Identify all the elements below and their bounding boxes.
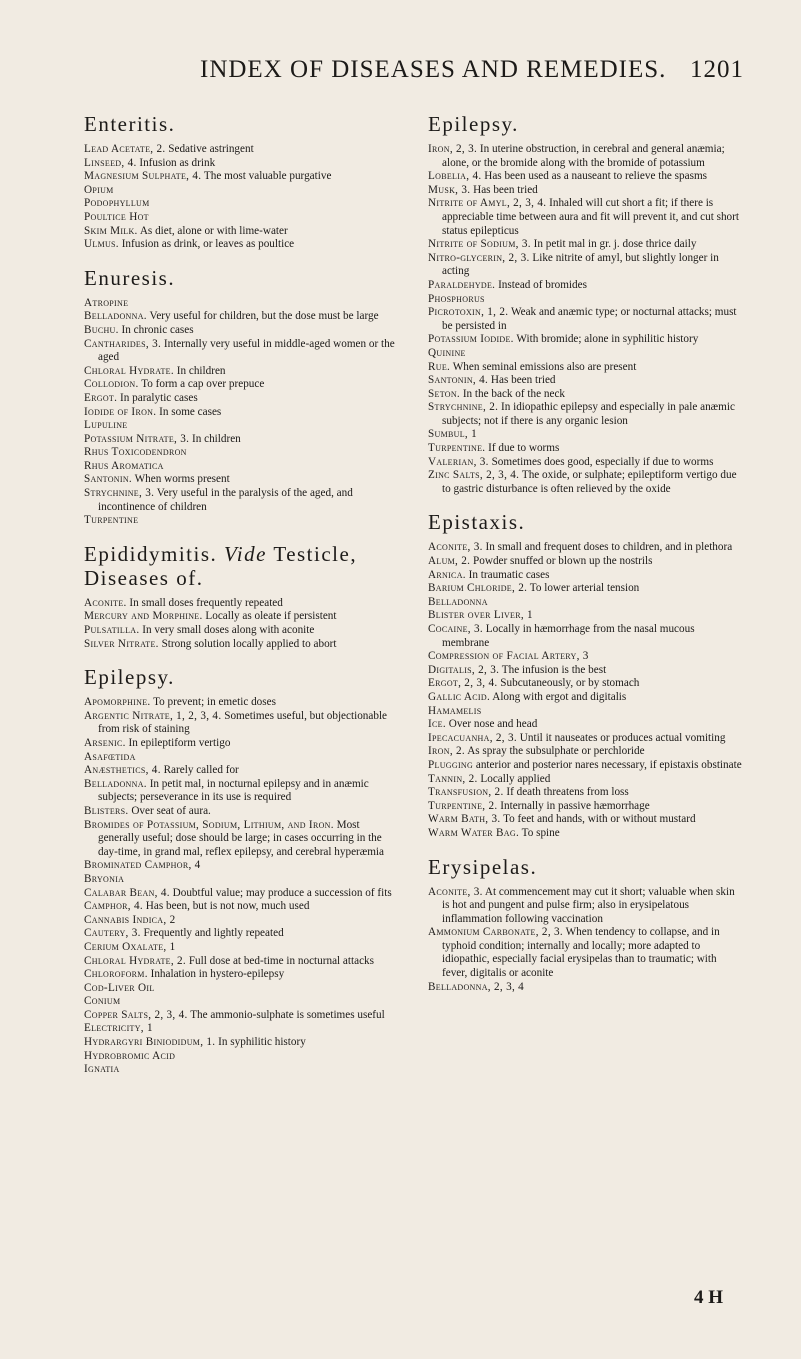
remedy-name: Chloral Hydrate, 2.	[84, 954, 187, 967]
remedy-note: The oxide, or sulphate; epileptiform vertigo due to gastric disturbance is often relieved by the oxide	[442, 469, 737, 495]
remedy-note: At commencement may cut it short; valuable when skin is hot and pungent and pulse firm; also in erysipelatous inflammation following vaccination	[442, 885, 735, 925]
index-entry	[428, 623, 744, 650]
remedy-name: Hydrobromic Acid	[84, 1049, 176, 1062]
index-entry	[84, 696, 400, 710]
remedy-note: As diet, alone or with lime-water	[137, 224, 288, 237]
index-entry	[84, 365, 400, 379]
remedy-note: In uterine obstruction, in cerebral and general anæmia; alone, or the bromide along with the bromide of potassium	[442, 143, 725, 169]
remedy-note: Has been tried	[470, 183, 538, 196]
index-entry	[428, 886, 744, 927]
index-entry	[84, 764, 400, 778]
index-entry	[428, 374, 744, 388]
section-heading	[84, 542, 400, 590]
remedy-note: When seminal emissions also are present	[450, 360, 637, 373]
remedy-note: anterior and posterior nares necessary, if epistaxis obstinate	[473, 758, 742, 771]
index-entry	[84, 184, 400, 198]
remedy-name: Belladonna.	[84, 310, 147, 323]
remedy-name: Sumbul, 1	[428, 428, 477, 441]
index-entry	[84, 805, 400, 819]
remedy-note: To feet and hands, with or without mustard	[500, 813, 696, 826]
right-column	[428, 112, 744, 994]
index-entry	[84, 446, 400, 460]
remedy-name: Aconite, 3.	[428, 885, 483, 898]
index-entry	[428, 555, 744, 569]
heading-text: Epilepsy.	[84, 665, 175, 690]
remedy-note: Rarely called for	[160, 764, 239, 777]
remedy-name: Calabar Bean, 4.	[84, 886, 170, 899]
index-entry	[428, 293, 744, 307]
remedy-name: Blisters.	[84, 804, 129, 817]
remedy-name: Brominated Camphor, 4	[84, 859, 201, 872]
remedy-note: Over seat of aura.	[128, 804, 211, 817]
remedy-note: Frequently and lightly repeated	[140, 927, 284, 940]
remedy-name: Cantharides, 3.	[84, 337, 162, 350]
index-entry	[84, 1050, 400, 1064]
remedy-name: Ice.	[428, 718, 446, 731]
index-entry	[84, 819, 400, 860]
remedy-name: Santonin.	[84, 473, 133, 486]
remedy-name: Conium	[84, 995, 121, 1008]
remedy-note: Inhalation in hystero-epilepsy	[147, 968, 285, 981]
remedy-note: In small and frequent doses to children, and in plethora	[482, 541, 733, 554]
index-entry	[84, 1036, 400, 1050]
running-title: INDEX OF DISEASES AND REMEDIES.	[200, 56, 667, 83]
remedy-name: Asafœtida	[84, 750, 136, 763]
remedy-name: Cod-Liver Oil	[84, 981, 155, 994]
remedy-name: Ammonium Carbonate, 2, 3.	[428, 926, 564, 939]
remedy-name: Podophyllum	[84, 197, 150, 210]
index-entry	[84, 597, 400, 611]
remedy-name: Barium Chloride, 2.	[428, 582, 528, 595]
index-entry	[428, 786, 744, 800]
remedy-name: Digitalis, 2, 3.	[428, 663, 500, 676]
remedy-note: Doubtful value; may produce a succession of fits	[169, 886, 392, 899]
index-entry	[428, 732, 744, 746]
remedy-name: Strychnine, 2.	[428, 401, 499, 414]
heading-text: Epididymitis.	[84, 541, 218, 566]
remedy-note: Like nitrite of amyl, but slightly longer in acting	[442, 251, 719, 278]
remedy-name: Musk, 3.	[428, 183, 471, 196]
index-entry	[84, 310, 400, 324]
remedy-note: In petit mal, in nocturnal epilepsy and in anæmic subjects; perseverance in its use is required	[98, 777, 369, 804]
index-entry	[428, 691, 744, 705]
index-entry	[84, 1063, 400, 1077]
remedy-name: Aconite.	[84, 596, 127, 609]
remedy-name: Chloroform.	[84, 968, 148, 981]
remedy-name: Warm Water Bag.	[428, 826, 520, 839]
remedy-name: Mercury and Morphine.	[84, 610, 203, 623]
index-entry	[428, 596, 744, 610]
index-entry	[84, 751, 400, 765]
section-heading	[428, 855, 744, 879]
remedy-note: Full dose at bed-time in nocturnal attacks	[186, 954, 374, 967]
remedy-name: Iron, 2, 3.	[428, 143, 478, 155]
remedy-name: Hamamelis	[428, 704, 482, 717]
index-entry	[84, 914, 400, 928]
remedy-name: Santonin, 4.	[428, 374, 489, 387]
remedy-note: Has been used as a nauseant to relieve the spasms	[481, 170, 707, 183]
remedy-name: Arsenic.	[84, 737, 126, 749]
index-entry	[428, 827, 744, 841]
heading-text: Erysipelas.	[428, 854, 538, 879]
remedy-note: Has been, but is not now, much used	[142, 900, 310, 913]
remedy-note: Most generally useful; dose should be large; in cases occurring in the day-time, in grand mal, reflex epilepsy, and cerebral hyperæmia	[98, 818, 384, 858]
remedy-name: Blister over Liver, 1	[428, 609, 533, 622]
heading-vide: Vide	[224, 541, 267, 566]
index-entry	[84, 887, 400, 901]
remedy-note: Very useful in the paralysis of the aged, and incontinence of children	[98, 487, 353, 513]
remedy-note: In the back of the neck	[460, 387, 566, 400]
index-entry	[428, 456, 744, 470]
heading-text: Epilepsy.	[428, 112, 519, 136]
left-column	[84, 112, 400, 1077]
remedy-name: Atropine	[84, 296, 129, 309]
index-entry	[84, 778, 400, 805]
index-entry	[84, 624, 400, 638]
remedy-note: In children	[173, 364, 226, 377]
remedy-note: Strong solution locally applied to abort	[158, 637, 337, 650]
index-entry	[428, 333, 744, 347]
heading-crossref: Testicle, Diseases of.	[84, 541, 358, 590]
remedy-note: To prevent; in emetic doses	[150, 696, 276, 709]
index-entry	[84, 514, 400, 528]
index-entry	[84, 1022, 400, 1036]
index-entry	[84, 338, 400, 365]
remedy-name: Compression of Facial Artery, 3	[428, 650, 589, 663]
remedy-note: The infusion is the best	[499, 663, 607, 676]
index-entry	[428, 184, 744, 198]
remedy-note: To form a cap over prepuce	[138, 378, 265, 391]
remedy-name: Bromides of Potassium, Sodium, Lithium, and Iron.	[84, 818, 334, 831]
heading-text: Enteritis.	[84, 112, 176, 136]
index-entry	[84, 433, 400, 447]
remedy-name: Magnesium Sulphate, 4.	[84, 170, 202, 183]
index-entry	[84, 143, 400, 157]
index-entry	[428, 143, 744, 170]
index-entry	[84, 211, 400, 225]
index-entry	[428, 401, 744, 428]
remedy-name: Bryonia	[84, 872, 125, 885]
remedy-note: Internally in passive hæmorrhage	[497, 799, 650, 812]
remedy-note: In small doses frequently repeated	[126, 596, 283, 609]
heading-text: Enuresis.	[84, 265, 176, 290]
remedy-note: Sedative astringent	[165, 143, 254, 155]
index-entry	[84, 487, 400, 514]
remedy-name: Skim Milk.	[84, 224, 138, 237]
remedy-name: Poultice Hot	[84, 210, 149, 223]
remedy-note: As spray the subsulphate or perchloride	[465, 745, 645, 758]
remedy-name: Arnica.	[428, 568, 466, 581]
index-entry	[428, 252, 744, 279]
index-entry	[428, 813, 744, 827]
remedy-note: Infusion as drink	[136, 156, 216, 169]
remedy-name: Potassium Nitrate, 3.	[84, 432, 190, 445]
remedy-note: In children	[189, 432, 241, 445]
index-entry	[428, 664, 744, 678]
remedy-name: Tannin, 2.	[428, 772, 478, 785]
heading-text: Epistaxis.	[428, 510, 526, 535]
remedy-note: In traumatic cases	[465, 568, 550, 581]
remedy-name: Rhus Toxicodendron	[84, 446, 187, 459]
remedy-note: Inhaled will cut short a fit; if there is appreciable time between aura and fit will prevent it, and cut short status epilepticus	[442, 197, 739, 237]
remedy-note: Sometimes useful, but objectionable from risk of staining	[98, 709, 388, 736]
remedy-name: Cerium Oxalate, 1	[84, 940, 176, 953]
remedy-note: Has been tried	[488, 374, 556, 387]
remedy-note: If death threatens from loss	[503, 786, 629, 799]
index-entry	[84, 297, 400, 311]
remedy-name: Apomorphine.	[84, 696, 151, 709]
remedy-name: Turpentine.	[428, 442, 486, 455]
running-head	[84, 56, 744, 84]
index-entry	[84, 419, 400, 433]
remedy-name: Seton.	[428, 387, 461, 400]
remedy-name: Transfusion, 2.	[428, 786, 504, 799]
remedy-note: Locally as oleate if persistent	[202, 610, 337, 623]
remedy-name: Ulmus.	[84, 238, 119, 251]
index-entry	[428, 541, 744, 555]
remedy-name: Argentic Nitrate, 1, 2, 3, 4.	[84, 709, 222, 722]
remedy-name: Ergot.	[84, 391, 118, 404]
remedy-name: Quinine	[428, 346, 466, 359]
remedy-name: Cannabis Indica, 2	[84, 913, 176, 926]
remedy-note: Locally in hæmorrhage from the nasal mucous membrane	[442, 623, 695, 649]
index-entry	[84, 955, 400, 969]
remedy-name: Pulsatilla.	[84, 624, 140, 637]
index-entry	[84, 406, 400, 420]
section-heading	[428, 112, 744, 136]
index-entry	[428, 745, 744, 759]
remedy-name: Cocaine, 3.	[428, 623, 483, 635]
section-heading	[84, 665, 400, 689]
index-entry	[84, 737, 400, 751]
index-entry	[428, 469, 744, 496]
index-entry	[428, 428, 744, 442]
remedy-note: In some cases	[156, 405, 222, 418]
remedy-name: Linseed, 4.	[84, 156, 137, 169]
remedy-note: If due to worms	[485, 442, 560, 455]
index-entry	[428, 650, 744, 664]
remedy-note: Very useful for children, but the dose must be large	[146, 310, 379, 323]
index-entry	[428, 306, 744, 333]
remedy-name: Iron, 2.	[428, 745, 466, 758]
remedy-name: Zinc Salts, 2, 3, 4.	[428, 469, 520, 482]
remedy-note: When worms present	[132, 473, 230, 486]
index-entry	[84, 1009, 400, 1023]
remedy-name: Anæsthetics, 4.	[84, 764, 161, 777]
index-entry	[84, 982, 400, 996]
remedy-name: Ignatia	[84, 1063, 120, 1076]
remedy-name: Gallic Acid.	[428, 690, 491, 703]
index-entry	[428, 926, 744, 980]
remedy-note: In chronic cases	[118, 323, 194, 336]
index-entry	[428, 773, 744, 787]
remedy-note: Along with ergot and digitalis	[490, 690, 627, 703]
remedy-note: In epileptiform vertigo	[125, 737, 231, 749]
index-entry	[428, 197, 744, 238]
remedy-note: Powder snuffed or blown up the nostrils	[470, 555, 653, 568]
index-entry	[428, 569, 744, 583]
remedy-note: Weak and anæmic type; or nocturnal attacks; must be persisted in	[442, 306, 737, 332]
index-entry	[84, 157, 400, 171]
remedy-note: When tendency to collapse, and in typhoid condition; internally and locally; more adapted to idiopathic, especially facial erysipelas than to traumatic; with fever, digitalis or aconite	[442, 926, 720, 980]
remedy-note: Internally very useful in middle-aged women or the aged	[98, 337, 395, 364]
remedy-note: To lower arterial tension	[527, 582, 640, 595]
remedy-name: Picrotoxin, 1, 2.	[428, 306, 509, 319]
index-entry	[428, 705, 744, 719]
index-entry	[84, 197, 400, 211]
index-entry	[428, 442, 744, 456]
remedy-name: Belladonna, 2, 3, 4	[428, 980, 525, 993]
remedy-note: Until it nauseates or produces actual vomiting	[516, 731, 726, 744]
remedy-name: Rhus Aromatica	[84, 459, 164, 472]
remedy-name: Lobelia, 4.	[428, 170, 482, 183]
remedy-note: In paralytic cases	[117, 391, 198, 404]
index-entry	[84, 170, 400, 184]
remedy-name: Belladonna.	[84, 777, 147, 790]
remedy-name: Phosphorus	[428, 292, 485, 305]
remedy-name: Alum, 2.	[428, 555, 471, 568]
remedy-name: Turpentine	[84, 514, 139, 527]
remedy-note: Over nose and head	[445, 718, 538, 731]
remedy-note: The most valuable purgative	[201, 170, 332, 183]
index-entry	[84, 968, 400, 982]
remedy-note: To spine	[519, 826, 560, 839]
index-entry	[428, 718, 744, 732]
remedy-note: In idiopathic epilepsy and especially in pale anæmic subjects; not if there is any organic lesion	[442, 401, 735, 427]
remedy-name: Rue.	[428, 360, 451, 373]
index-entry	[428, 981, 744, 995]
remedy-name: Aconite, 3.	[428, 541, 483, 554]
index-entry	[428, 238, 744, 252]
signature-mark: 4 H	[694, 1287, 724, 1308]
index-entry	[84, 324, 400, 338]
remedy-name: Chloral Hydrate.	[84, 364, 174, 377]
remedy-note: Subcutaneously, or by stomach	[497, 677, 640, 690]
remedy-name: Lead Acetate, 2.	[84, 143, 166, 155]
index-entry	[84, 610, 400, 624]
index-entry	[84, 927, 400, 941]
remedy-name: Plugging	[428, 758, 474, 771]
index-entry	[84, 473, 400, 487]
remedy-name: Cautery, 3.	[84, 927, 141, 940]
remedy-name: Ipecacuanha, 2, 3.	[428, 731, 517, 744]
index-entry	[428, 800, 744, 814]
remedy-name: Nitro-glycerin, 2, 3.	[428, 251, 530, 264]
remedy-note: The ammonio-sulphate is sometimes useful	[187, 1008, 385, 1021]
remedy-name: Strychnine, 3.	[84, 487, 155, 500]
remedy-name: Silver Nitrate.	[84, 637, 159, 650]
index-entry	[428, 361, 744, 375]
remedy-name: Nitrite of Amyl, 2, 3, 4.	[428, 197, 547, 210]
index-entry	[428, 759, 744, 773]
remedy-note: In very small doses along with aconite	[139, 624, 315, 637]
remedy-name: Ergot, 2, 3, 4.	[428, 677, 498, 690]
remedy-name: Opium	[84, 183, 114, 196]
index-entry	[84, 638, 400, 652]
remedy-name: Belladonna	[428, 595, 488, 608]
index-entry	[84, 378, 400, 392]
remedy-note: Sometimes does good, especially if due to worms	[488, 455, 714, 468]
remedy-name: Electricity, 1	[84, 1022, 153, 1035]
page-number: 1201	[690, 56, 744, 83]
remedy-name: Valerian, 3.	[428, 455, 489, 468]
remedy-name: Nitrite of Sodium, 3.	[428, 238, 531, 251]
index-entry	[428, 582, 744, 596]
remedy-name: Copper Salts, 2, 3, 4.	[84, 1008, 188, 1021]
remedy-name: Buchu.	[84, 323, 119, 336]
remedy-name: Iodide of Iron.	[84, 405, 157, 418]
index-entry	[84, 900, 400, 914]
remedy-note: Infusion as drink, or leaves as poultice	[118, 238, 295, 251]
remedy-name: Camphor, 4.	[84, 900, 143, 913]
index-entry	[84, 710, 400, 737]
remedy-note: Locally applied	[477, 772, 551, 785]
index-entry	[84, 995, 400, 1009]
index-entry	[84, 392, 400, 406]
remedy-note: Instead of bromides	[495, 278, 587, 291]
index-entry	[428, 677, 744, 691]
index-entry	[84, 873, 400, 887]
index-entry	[84, 238, 400, 252]
index-entry	[428, 609, 744, 623]
remedy-name: Collodion.	[84, 378, 139, 391]
section-heading	[84, 112, 400, 136]
remedy-name: Lupuline	[84, 419, 128, 432]
section-heading	[428, 510, 744, 534]
index-entry	[84, 225, 400, 239]
index-entry	[84, 941, 400, 955]
index-entry	[84, 859, 400, 873]
remedy-name: Warm Bath, 3.	[428, 813, 501, 826]
remedy-note: In syphilitic history	[215, 1036, 306, 1049]
remedy-note: In petit mal in gr. j. dose thrice daily	[530, 238, 697, 251]
index-entry	[428, 279, 744, 293]
remedy-name: Hydrargyri Biniodidum, 1.	[84, 1036, 216, 1049]
remedy-name: Turpentine, 2.	[428, 799, 498, 812]
remedy-name: Paraldehyde.	[428, 278, 496, 291]
remedy-note: With bromide; alone in syphilitic history	[513, 333, 699, 346]
section-heading	[84, 266, 400, 290]
index-entry	[84, 460, 400, 474]
remedy-name: Potassium Iodide.	[428, 333, 514, 346]
index-entry	[428, 347, 744, 361]
index-entry	[428, 170, 744, 184]
index-entry	[428, 388, 744, 402]
